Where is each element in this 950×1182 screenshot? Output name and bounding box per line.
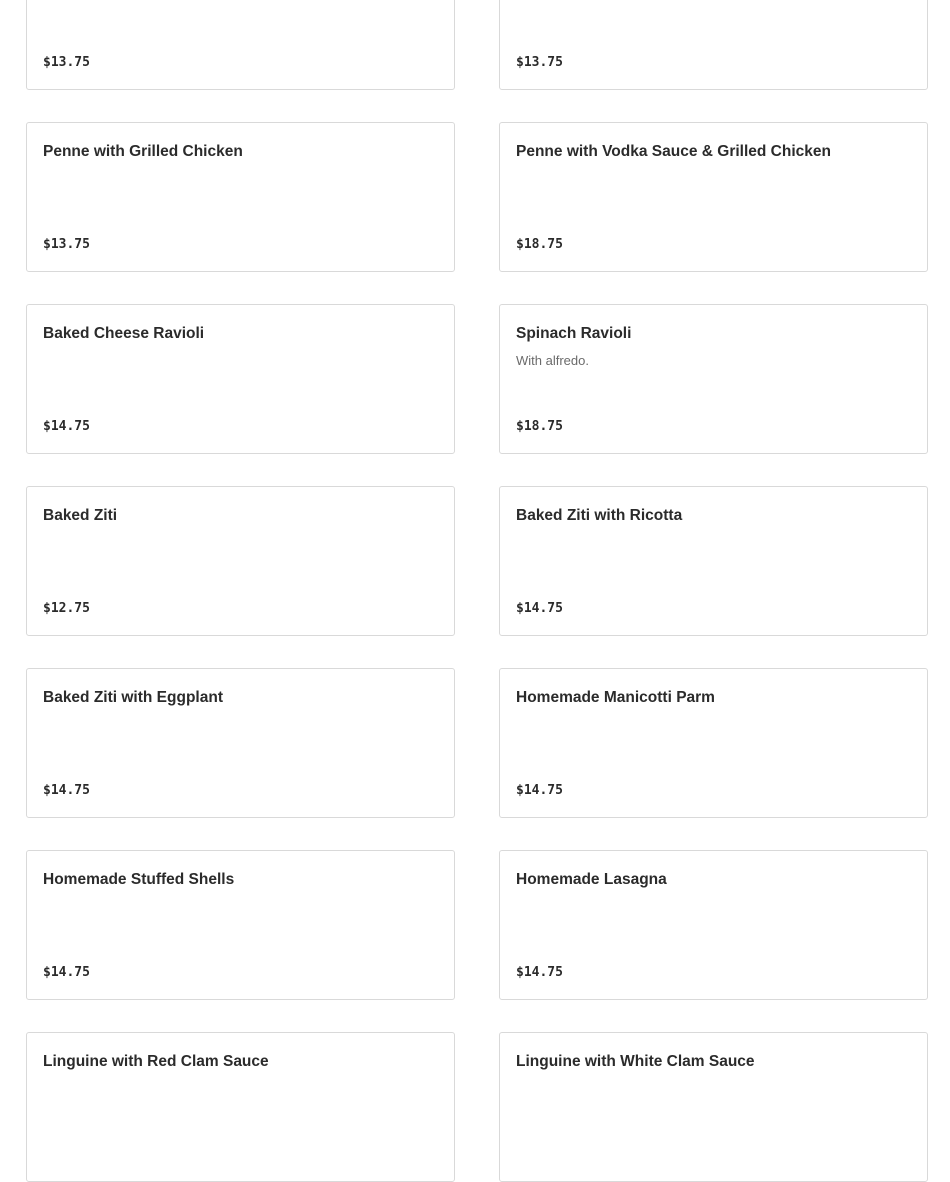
- menu-item-card[interactable]: [26, 122, 455, 272]
- menu-item-price: $12.75: [43, 601, 90, 616]
- menu-item-card[interactable]: [26, 668, 455, 818]
- menu-item-name: Baked Cheese Ravioli: [43, 325, 205, 342]
- menu-item-name: Baked Ziti: [43, 507, 118, 524]
- menu-item-price: $13.75: [43, 55, 90, 70]
- menu-item-price: $14.75: [516, 601, 563, 616]
- menu-item-price: $14.75: [43, 419, 90, 434]
- menu-item-card[interactable]: [499, 304, 928, 454]
- menu-item-card[interactable]: [499, 668, 928, 818]
- menu-item-price: $18.75: [516, 237, 563, 252]
- menu-item-price: $14.75: [43, 965, 90, 980]
- menu-item-card[interactable]: [26, 850, 455, 1000]
- menu-item-name: Baked Ziti with Eggplant: [43, 689, 223, 706]
- menu-item-price: $14.75: [43, 783, 90, 798]
- menu-item-name: Linguine with White Clam Sauce: [516, 1053, 755, 1070]
- menu-item-price: $13.75: [516, 55, 563, 70]
- menu-item-price: $14.75: [516, 965, 563, 980]
- menu-item-name: Homemade Manicotti Parm: [516, 689, 715, 706]
- menu-item-card[interactable]: [26, 486, 455, 636]
- menu-item-card[interactable]: [26, 304, 455, 454]
- menu-item-price: $13.75: [43, 237, 90, 252]
- menu-item-card[interactable]: [499, 0, 928, 90]
- menu-item-grid: [26, 0, 928, 1182]
- menu-item-card[interactable]: [26, 1032, 455, 1182]
- menu-item-description: With alfredo.: [516, 353, 589, 368]
- menu-item-price: $14.75: [516, 783, 563, 798]
- menu-item-name: Penne with Vodka Sauce & Grilled Chicken: [516, 143, 831, 160]
- menu-item-name: Baked Ziti with Ricotta: [516, 507, 683, 524]
- menu-item-name: Homemade Lasagna: [516, 871, 667, 888]
- menu-item-name: Spinach Ravioli: [516, 325, 632, 342]
- menu-item-name: Linguine with Red Clam Sauce: [43, 1053, 269, 1070]
- menu-item-name: Homemade Stuffed Shells: [43, 871, 235, 888]
- menu-item-card[interactable]: [26, 0, 455, 90]
- menu-item-price: $18.75: [516, 419, 563, 434]
- menu-item-card[interactable]: [499, 486, 928, 636]
- menu-item-name: Penne with Grilled Chicken: [43, 143, 243, 160]
- menu-item-card[interactable]: [499, 122, 928, 272]
- menu-item-card[interactable]: [499, 1032, 928, 1182]
- menu-item-card[interactable]: [499, 850, 928, 1000]
